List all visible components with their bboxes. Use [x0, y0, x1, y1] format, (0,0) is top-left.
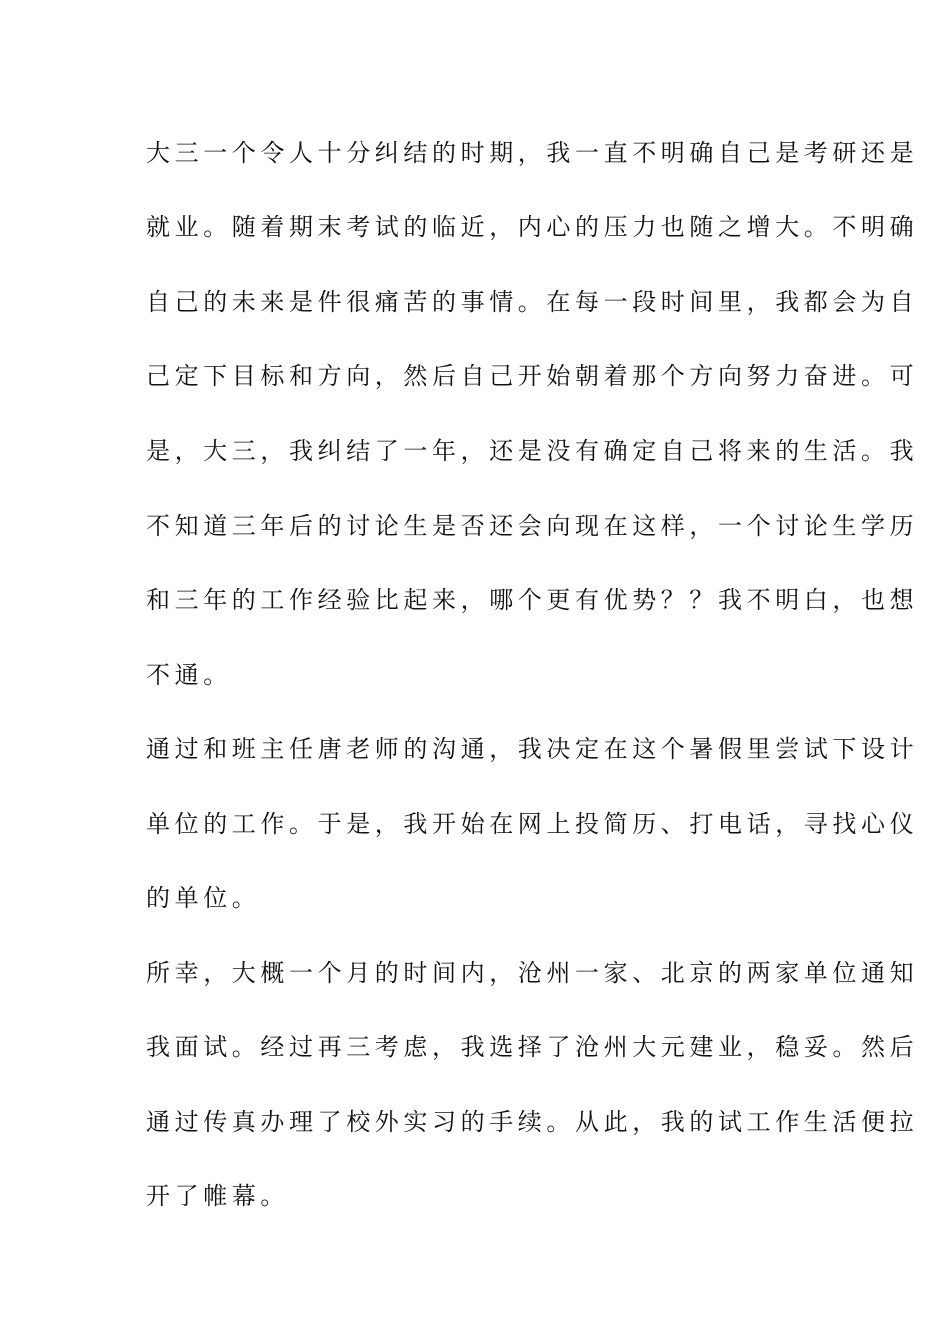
text-line-12: 所幸，大概一个月的时间内，沧州一家、北京的两家单位通知 [146, 959, 919, 987]
text-line-10: 单位的工作。于是，我开始在网上投简历、打电话，寻找心仪 [146, 810, 919, 838]
text-line-6: 不知道三年后的讨论生是否还会向现在这样，一个讨论生学历 [146, 512, 919, 540]
text-line-14: 通过传真办理了校外实习的手续。从此，我的试工作生活便拉 [146, 1108, 919, 1136]
text-line-4: 己定下目标和方向，然后自己开始朝着那个方向努力奋进。可 [146, 362, 919, 390]
text-line-9: 通过和班主任唐老师的沟通，我决定在这个暑假里尝试下设计 [146, 735, 919, 763]
text-line-3: 自己的未来是件很痛苦的事情。在每一段时间里，我都会为自 [146, 288, 919, 316]
text-line-8: 不通。 [146, 661, 232, 689]
text-line-13: 我面试。经过再三考虑，我选择了沧州大元建业，稳妥。然后 [146, 1033, 919, 1061]
text-line-5: 是，大三，我纠结了一年，还是没有确定自己将来的生活。我 [146, 437, 919, 465]
text-line-15: 开了帷幕。 [146, 1182, 289, 1210]
text-line-1: 大三一个令人十分纠结的时期，我一直不明确自己是考研还是 [146, 139, 919, 167]
text-line-2: 就业。随着期末考试的临近，内心的压力也随之增大。不明确 [146, 213, 919, 241]
text-line-11: 的单位。 [146, 884, 261, 912]
text-line-7: 和三年的工作经验比起来，哪个更有优势？？我不明白，也想 [146, 586, 919, 614]
